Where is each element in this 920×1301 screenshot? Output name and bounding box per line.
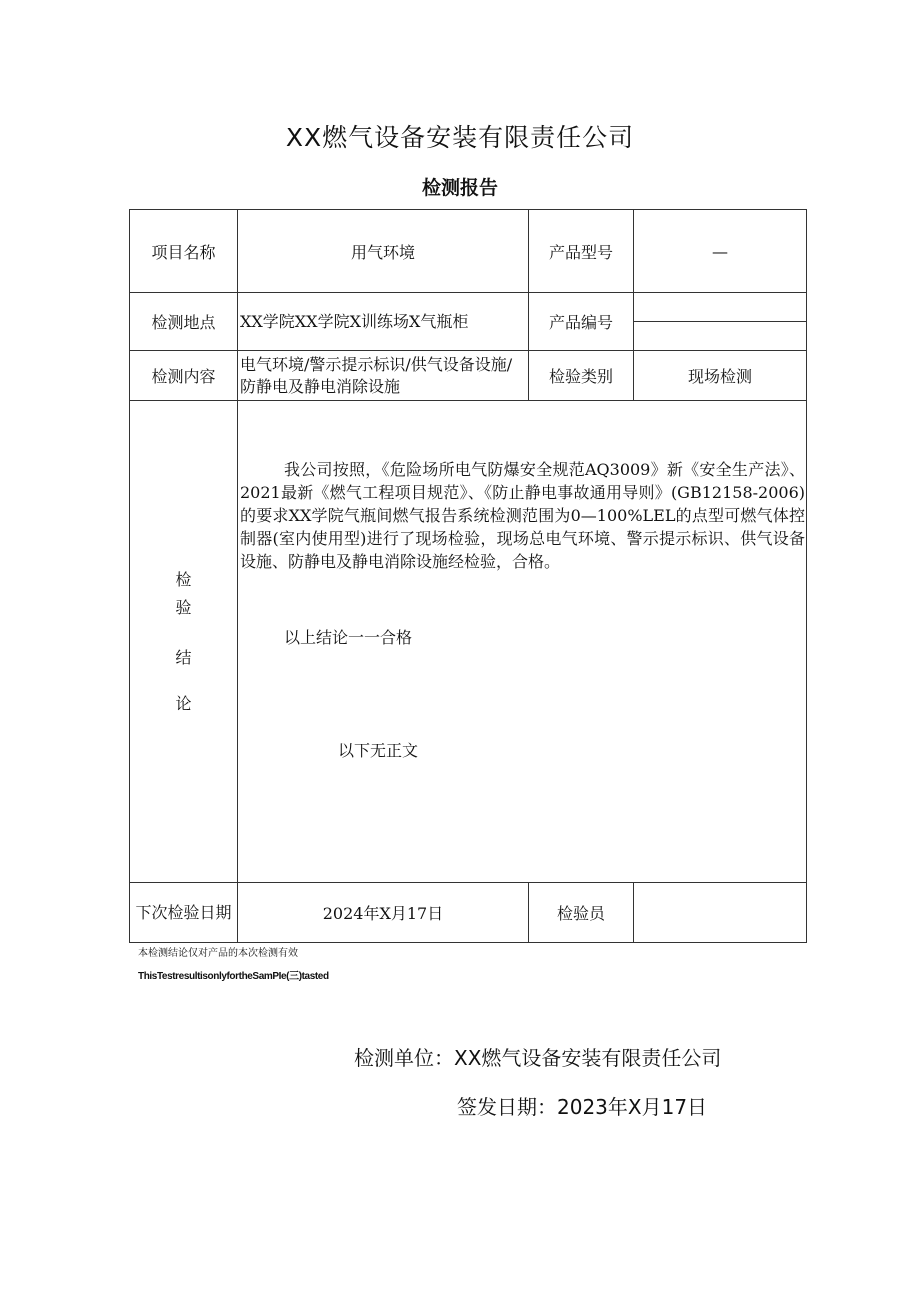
footnote-cn: 本检测结论仅对产品的本次检测有效: [138, 948, 298, 959]
conclusion-paragraph: 我公司按照，《危险场所电气防爆安全规范AQ3009》新《安全生产法》、2021最新《燃气工程项目规范》、《防止静电事故通用导则》(GB12158-2006)的要求XX学院气瓶间燃气报告系统检测范围为0—100%LEL的点型可燃气体控制器(室内使用型)进行了现场检验，现场总电气环境、警示提示标识、供气设备设施、防静电及静电消除设施经检验，合格。: [240, 460, 805, 571]
row-project-name: [130, 210, 807, 293]
value-project-name: 用气环境: [238, 210, 529, 293]
end-of-text-note: 以下无正文: [338, 741, 419, 760]
signature-unit: 检测单位：XX燃气设备安装有限责任公司: [354, 1046, 722, 1070]
signature-date: 签发日期：2023年X月17日: [457, 1095, 708, 1119]
label-inspector: 检验员: [529, 883, 634, 943]
row-content: [130, 351, 807, 401]
label-product-model: 产品型号: [529, 210, 634, 293]
conclusion-label-char: 结: [175, 647, 192, 667]
label-project-name: 项目名称: [130, 210, 238, 293]
company-title: XX燃气设备安装有限责任公司: [285, 123, 635, 152]
label-next-inspection-date: 下次检验日期: [130, 883, 238, 943]
value-product-number-cell: [634, 293, 807, 351]
product-number-top: [634, 321, 806, 322]
conclusion-label-char: 检: [175, 569, 192, 589]
report-table: [129, 209, 807, 943]
row-next-inspection: [130, 883, 807, 943]
conclusion-body: [238, 401, 807, 883]
label-content: 检测内容: [130, 351, 238, 401]
conclusion-result: 以上结论一一合格: [284, 628, 413, 647]
value-next-inspection-date: 2024年X月17日: [238, 883, 529, 943]
label-inspection-type: 检验类别: [529, 351, 634, 401]
label-location: 检测地点: [130, 293, 238, 351]
value-inspector: [634, 883, 807, 943]
report-title: 检测报告: [421, 177, 498, 199]
value-location: XX学院XX学院X训练场X气瓶柜: [238, 293, 529, 351]
value-content: 电气环境/警示提示标识/供气设备设施/防静电及静电消除设施: [238, 351, 529, 401]
value-product-model: —: [634, 210, 807, 293]
footnote-en: ThisTestresultisonlyfortheSamPIe(三)tasted: [138, 971, 329, 982]
value-inspection-type: 现场检测: [634, 351, 807, 401]
conclusion-label-char: 验: [175, 597, 192, 617]
row-location: [130, 293, 807, 351]
label-conclusion: [130, 401, 238, 883]
conclusion-label-char: 论: [175, 693, 192, 713]
row-conclusion: [130, 401, 807, 883]
label-product-number: 产品编号: [529, 293, 634, 351]
